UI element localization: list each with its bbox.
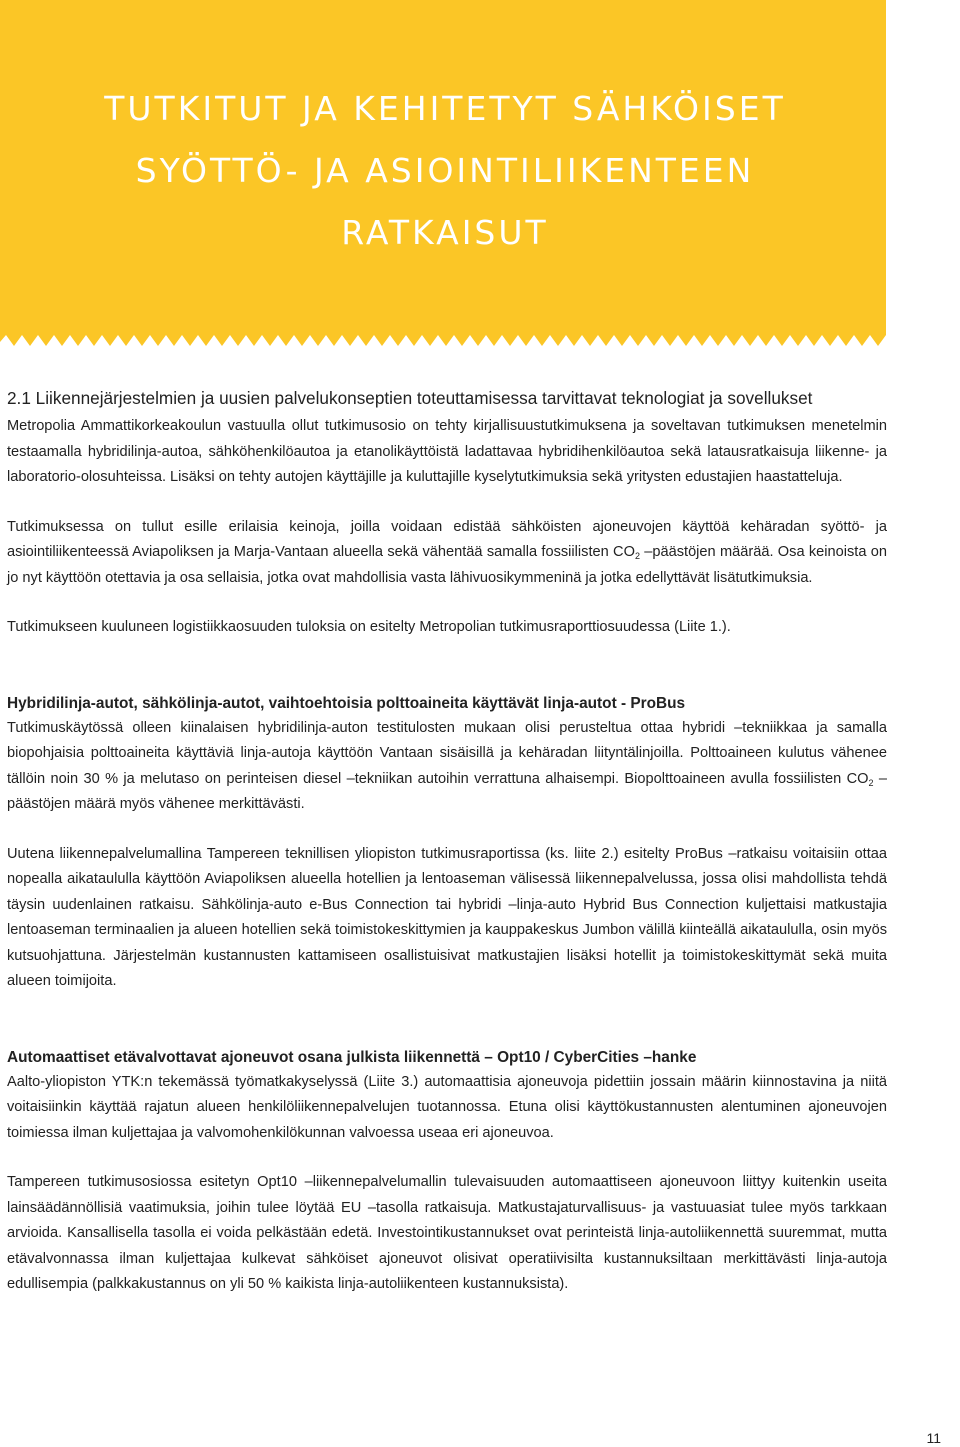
paragraph-text: Tutkimuskäytössä olleen kiinalaisen hybridilinja-auton testitulosten mukaan olisi perusteltua ottaa hybridi –tekniikkaa ja samalla biopohjaisia polttoaineita käyttäviä linja-autoja käyttöön Vantaan sisäisillä ja kehäradan liityntälinjoilla. Polttoaineen kulutus vähenee tällöin noin 30 % ja melutaso on perinteisen diesel –tekniikan autoihin verrattuna alhaisempi. Biopolttoaineen avulla fossiilisten CO (7, 719, 887, 787)
opt10-heading: Automaattiset etävalvottavat ajoneuvot osana julkista liikennettä – Opt10 / CyberCities –hanke (7, 1048, 697, 1066)
paragraph-hybridi (7, 716, 887, 818)
paragraph-aalto: Aalto-yliopiston YTK:n tekemässä työmatkakyselyssä (Liite 3.) automaattisia ajoneuvoja pidettiin jossain määrin kiinnostavina ja niitä voitaisiinkin käyttää rajatun alueen henkilöliikennepalvelujen tuotannossa. Etuna olisi käyttökustannusten alentuminen ajoneuvojen toimiessa ilman kuljettajaa ja valvomohenkilökunnan valvoessa useaa eri ajoneuvoa. (7, 1073, 887, 1141)
paragraph-logistiikka: Tutkimukseen kuuluneen logistiikkaosuuden tuloksia on esitelty Metropolian tutkimusraporttiosuudessa (Liite 1.). (7, 619, 731, 635)
title-banner (0, 0, 960, 346)
article-body (7, 385, 887, 1298)
probus-heading: Hybridilinja-autot, sähkölinja-autot, vaihtoehtoisia polttoaineita käyttävät linja-autot - ProBus (7, 694, 686, 712)
paragraph-text: –päästöjen määrä myös vähenee merkittävästi. (7, 770, 888, 812)
paragraph-text: –päästöjen määrää. Osa keinoista on jo nyt käyttöön otettavia ja osa sellaisia, jotka ovat mahdollisia vasta lähivuosikymmeninä ja jotka edellyttävät lisätutkimuksia. (7, 544, 887, 586)
subscript-two: 2 (634, 551, 640, 561)
banner-title-line: RATKAISUT (341, 213, 549, 252)
paragraph-text: Tutkimuksessa on tullut esille erilaisia keinoja, joilla voidaan edistää sähköisten ajoneuvojen käyttöä kehäradan syöttö- ja asiointiliikenteessä Aviapoliksen ja Marja-Vantaan alueella sekä vähentää samalla fossiilisten CO (7, 518, 887, 560)
banner-title-line: TUTKITUT JA KEHITETYT SÄHKÖISET (104, 89, 786, 128)
banner-title-line: SYÖTTÖ- JA ASIOINTILIIKENTEEN (135, 151, 755, 190)
paragraph-keinot (7, 515, 887, 592)
paragraph-probus: Uutena liikennepalvelumallina Tampereen teknillisen yliopiston tutkimusraportissa (ks. liite 2.) esitelty ProBus –ratkaisu voitaisiin ottaa nopealla aikataululla käyttöön Aviapoliksen alueella hotellien ja lentoaseman välisessä liikennepalvelussa, jossa olisi mahdollista tehdä täysin uudenlainen ratkaisu. Sähkölinja-auto e-Bus Connection tai hybridi –linja-auto Hybrid Bus Connection kuljettaisi matkustajia lentoaseman terminaalien ja alueen hotellien sekä toimistokeskittymien ja kauppakeskus Jumbon välillä kiinteällä aikataululla, osin myös kutsuohjattuna. Järjestelmän kustannusten kattamiseen osallistuisivat matkustajien lisäksi hotellit ja toimistokeskittymät sekä muita alueen toimijoita. (7, 845, 887, 989)
paragraph-tampere: Tampereen tutkimusosiossa esitetyn Opt10 –liikennepalvelumallin tulevaisuuden automaattiseen ajoneuvoon liittyy kuitenkin useita lainsäädännöllisiä vaatimuksia, joihin tulee löytää EU –tasolla ratkaisuja. Matkustajaturvallisuus- ja vastuuasiat tulee myös tarkkaan arvioida. Kansallisella tasolla ei voida pelkästään edetä. Investointikustannukset ovat perinteistä linja-autoliikennettä suuremmat, mutta etävalvonnassa ilman kuljettajaa kulkevat sähköiset ajoneuvot olisivat operatiivisilta kustannuksiltaan merkittävästi linja-autoja edullisempia (palkkakustannus on yli 50 % kaikista linja-autoliikenteen kustannuksista). (7, 1174, 887, 1292)
section-heading: 2.1 Liikennejärjestelmien ja uusien palvelukonseptien toteuttamisessa tarvittavat teknologiat ja sovellukset (7, 388, 813, 408)
banner-title (0, 78, 890, 264)
subscript-two: 2 (868, 777, 874, 788)
paragraph-metropolia: Metropolia Ammattikorkeakoulun vastuulla ollut tutkimusosio on tehty kirjallisuustutkimuksena ja soveltavan tutkimuksen menetelmin testaamalla hybridilinja-autoa, sähköhenkilöautoa ja etanolikäyttöistä ladattavaa hybridihenkilöautoa sekä latausratkaisuja liikenne- ja laboratorio-olosuhteissa. Lisäksi on tehty autojen käyttäjille ja kuluttajille kyselytutkimuksia sekä yritysten edustajien haastatteluja. (7, 418, 887, 485)
page-number: 11 (926, 1430, 941, 1446)
